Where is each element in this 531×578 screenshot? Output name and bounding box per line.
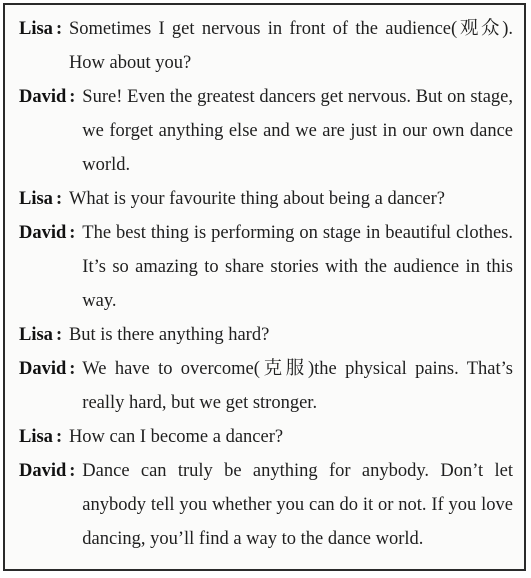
dialogue-turn: [19, 318, 513, 352]
dialogue-turn: [19, 352, 513, 420]
speaker-name: David: [19, 461, 67, 481]
speech-text: Dance can truly be anything for anybody. Don’t let anybody tell you whether you can do it or not. If you love dancing, you’ll find a way to the dance world.: [82, 461, 513, 549]
speaker-colon: :: [55, 325, 63, 345]
dialogue-list: [19, 12, 513, 556]
speech-text: The best thing is performing on stage in beautiful clothes. It’s so amazing to share stories with the audience in this way.: [82, 223, 513, 311]
dialogue-turn: [19, 12, 513, 80]
speaker-colon: :: [69, 87, 76, 107]
dialogue-turn: [19, 80, 513, 182]
speaker-colon: :: [69, 223, 76, 243]
speaker-colon: :: [55, 427, 63, 447]
speech-text: We have to overcome(克服)the physical pains. That’s really hard, but we get stronger.: [82, 359, 513, 413]
dialogue-turn: [19, 216, 513, 318]
dialogue-turn: [19, 420, 513, 454]
dialogue-turn: [19, 454, 513, 556]
dialogue-turn: [19, 182, 513, 216]
speaker-colon: :: [69, 461, 76, 481]
speech-text: How can I become a dancer?: [68, 427, 284, 447]
speech-text: Sometimes I get nervous in front of the audience(观众). How about you?: [68, 19, 513, 73]
speaker-colon: :: [55, 19, 63, 39]
speaker-name: David: [19, 87, 67, 107]
speaker-name: Lisa: [19, 427, 53, 447]
speaker-colon: :: [69, 359, 76, 379]
speaker-colon: :: [55, 189, 63, 209]
speaker-name: Lisa: [19, 19, 53, 39]
speaker-name: David: [19, 223, 67, 243]
speaker-name: David: [19, 359, 67, 379]
speech-text: What is your favourite thing about being a dancer?: [68, 189, 445, 209]
speaker-name: Lisa: [19, 325, 53, 345]
speech-text: Sure! Even the greatest dancers get nervous. But on stage, we forget anything else and we are just in our own dance world.: [82, 87, 513, 175]
dialogue-box: [3, 3, 526, 571]
speech-text: But is there anything hard?: [68, 325, 270, 345]
speaker-name: Lisa: [19, 189, 53, 209]
